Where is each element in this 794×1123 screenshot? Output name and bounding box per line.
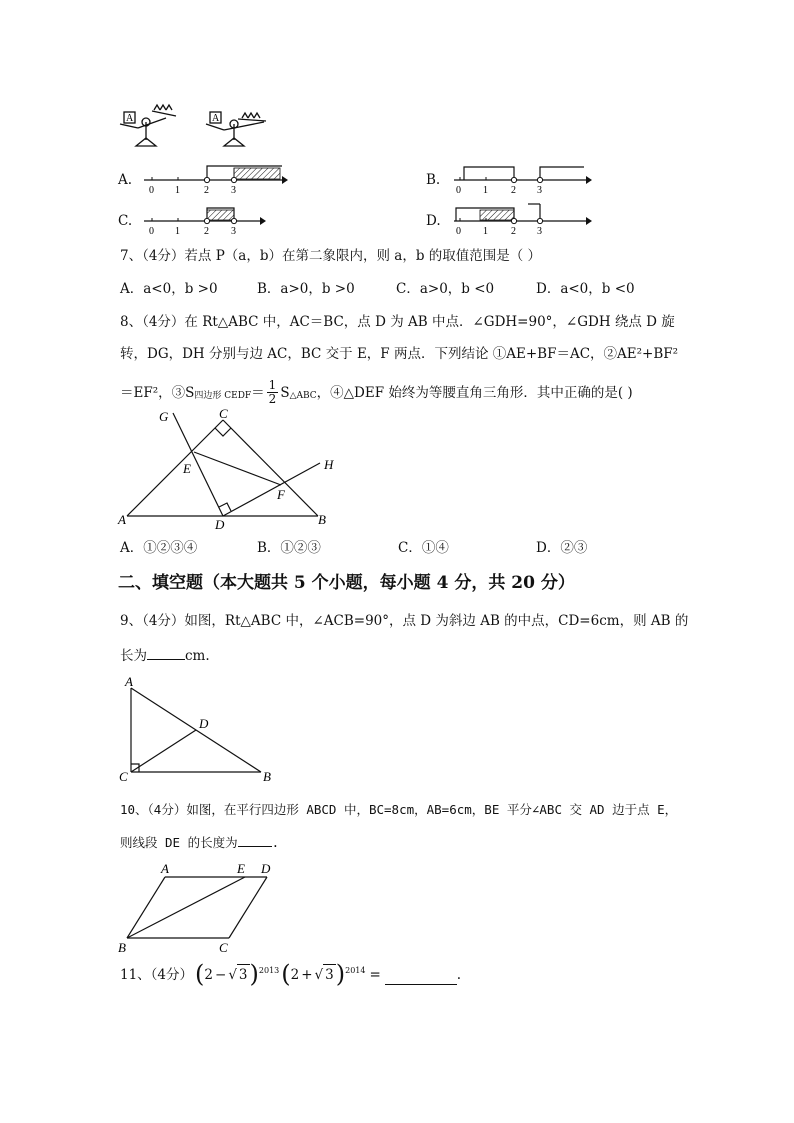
sqrt-icon: √ [228,967,237,983]
q11-base2-op: + [301,967,313,983]
q10-stem-line2 [120,832,279,852]
label-E: E [183,461,191,476]
label-B: B [118,940,126,955]
q8-triangle-figure [115,403,345,530]
q11-end: . [456,967,462,983]
tick-label: 3 [231,226,236,237]
tick-label: 1 [483,226,488,237]
q11-expression [120,960,462,988]
q6-option-c-letter[interactable]: C. [118,213,133,229]
tick-label: 0 [456,185,461,196]
balance-left-label: A [126,113,134,124]
label-F: F [277,487,285,502]
q6-option-b-letter[interactable]: B. [426,172,441,188]
tick-label: 3 [537,226,542,237]
q6-option-d-letter[interactable]: D. [426,213,441,229]
right-paren: ) [249,960,259,988]
q9-line2-pre: 长为 [120,648,147,664]
tick-label: 2 [511,226,516,237]
q7-stem: 7、（4分）若点 P（a，b）在第二象限内，则 a，b 的取值范围是（ ） [120,248,542,264]
q9-stem-line1: 9、（4分）如图，Rt△ABC 中，∠ACB=90°，点 D 为斜边 AB 的中点，CD=6cm，则 AB 的 [120,613,689,629]
q8-line3-subscript2: △ABC [289,390,317,401]
tick-label: 0 [456,226,461,237]
label-D: D [215,517,225,530]
q6-option-c-numberline[interactable] [140,201,270,237]
q10-stem-line1: 10、（4分）如图，在平行四边形 ABCD 中，BC=8cm，AB=6cm，BE 平分∠ABC 交 AD 边于点 E， [120,802,678,817]
q7-option-d[interactable]: D．a<0，b <0 [536,281,635,297]
fraction-numerator: 1 [268,378,277,392]
q8-option-b[interactable]: B．①②③ [257,540,321,556]
label-A: A [118,512,126,527]
label-D: D [261,861,271,876]
q8-option-a[interactable]: A．①②③④ [120,540,198,556]
q8-option-c[interactable]: C．①④ [398,540,449,556]
q11-base2-a: 2 [290,967,300,983]
q7-option-a[interactable]: A．a<0，b >0 [120,281,218,297]
label-A: A [161,861,169,876]
q11-base2-radicand: 3 [323,964,336,985]
tick-label: 3 [537,185,542,196]
q7-option-b[interactable]: B．a>0，b >0 [257,281,355,297]
q10-parallelogram-figure [115,858,285,958]
q10-line2-pre: 则线段 DE 的长度为 [120,835,238,850]
tick-label: 0 [149,185,154,196]
balance-scale-left [120,105,176,146]
q8-stem-line2: 转，DG，DH 分别与边 AC，BC 交于 E，F 两点．下列结论 ①AE+BF＝AC，②AE²+BF² [120,346,679,362]
fraction-denominator: 2 [268,392,277,406]
q11-base1-op: − [215,967,227,983]
q11-prefix: 11、（4分） [120,967,194,983]
tick-label: 3 [231,185,236,196]
label-B: B [318,512,326,527]
label-A: A [125,674,133,689]
balance-scales-figure [118,102,278,154]
q8-option-d[interactable]: D．②③ [536,540,588,556]
q10-answer-blank[interactable] [238,832,272,847]
q6-option-a-numberline[interactable] [140,160,290,196]
tick-label: 2 [204,226,209,237]
section-2-heading: 二、填空题（本大题共 5 个小题，每小题 4 分，共 20 分） [118,573,575,593]
q8-line3-subscript: 四边形 CEDF [194,390,252,401]
label-D: D [199,716,209,731]
label-G: G [159,409,169,424]
q11-exponent2: 2014 [345,966,366,975]
q11-base1-a: 2 [204,967,213,983]
sqrt-icon: √ [314,967,324,983]
q6-option-d-numberline[interactable] [450,201,600,237]
q6-option-b-numberline[interactable] [450,160,600,196]
q11-exponent1: 2013 [258,966,280,975]
q9-triangle-figure [115,672,280,784]
tick-label: 1 [175,185,180,196]
label-E: E [237,861,245,876]
q8-line3-d: ，④△DEF 始终为等腰直角三角形．其中正确的是( ) [316,384,633,401]
label-H: H [324,457,334,472]
q8-stem-line1: 8、（4分）在 Rt△ABC 中，AC＝BC，点 D 为 AB 中点．∠GDH=90°，∠GDH 绕点 D 旋 [120,314,675,330]
q8-fraction [267,379,279,406]
q11-base1-radicand: 3 [237,964,250,985]
q8-line3-b: ＝ [251,384,265,401]
q8-stem-line3 [120,379,633,406]
q8-line3-c: S [280,384,290,401]
tick-label: 1 [483,185,488,196]
label-C: C [219,406,228,421]
q6-option-a-letter[interactable]: A. [118,172,133,188]
q9-stem-line2 [120,645,210,665]
label-C: C [219,940,228,955]
q11-answer-blank[interactable] [385,970,457,985]
q9-line2-post: cm. [185,648,210,664]
tick-label: 2 [511,185,516,196]
q7-option-c[interactable]: C．a>0，b <0 [396,281,495,297]
q8-line3-a: ＝EF²，③S [120,384,195,401]
tick-label: 0 [149,226,154,237]
tick-label: 2 [204,185,209,196]
label-B: B [263,769,271,784]
left-paren: ( [195,960,205,988]
label-C: C [119,769,128,784]
q9-answer-blank[interactable] [147,645,185,660]
balance-right-label: A [212,113,220,124]
q10-line2-post: . [271,835,280,850]
tick-label: 1 [175,226,180,237]
right-paren: ) [335,960,346,988]
q11-equals: = [369,967,381,983]
left-paren: ( [281,960,291,988]
